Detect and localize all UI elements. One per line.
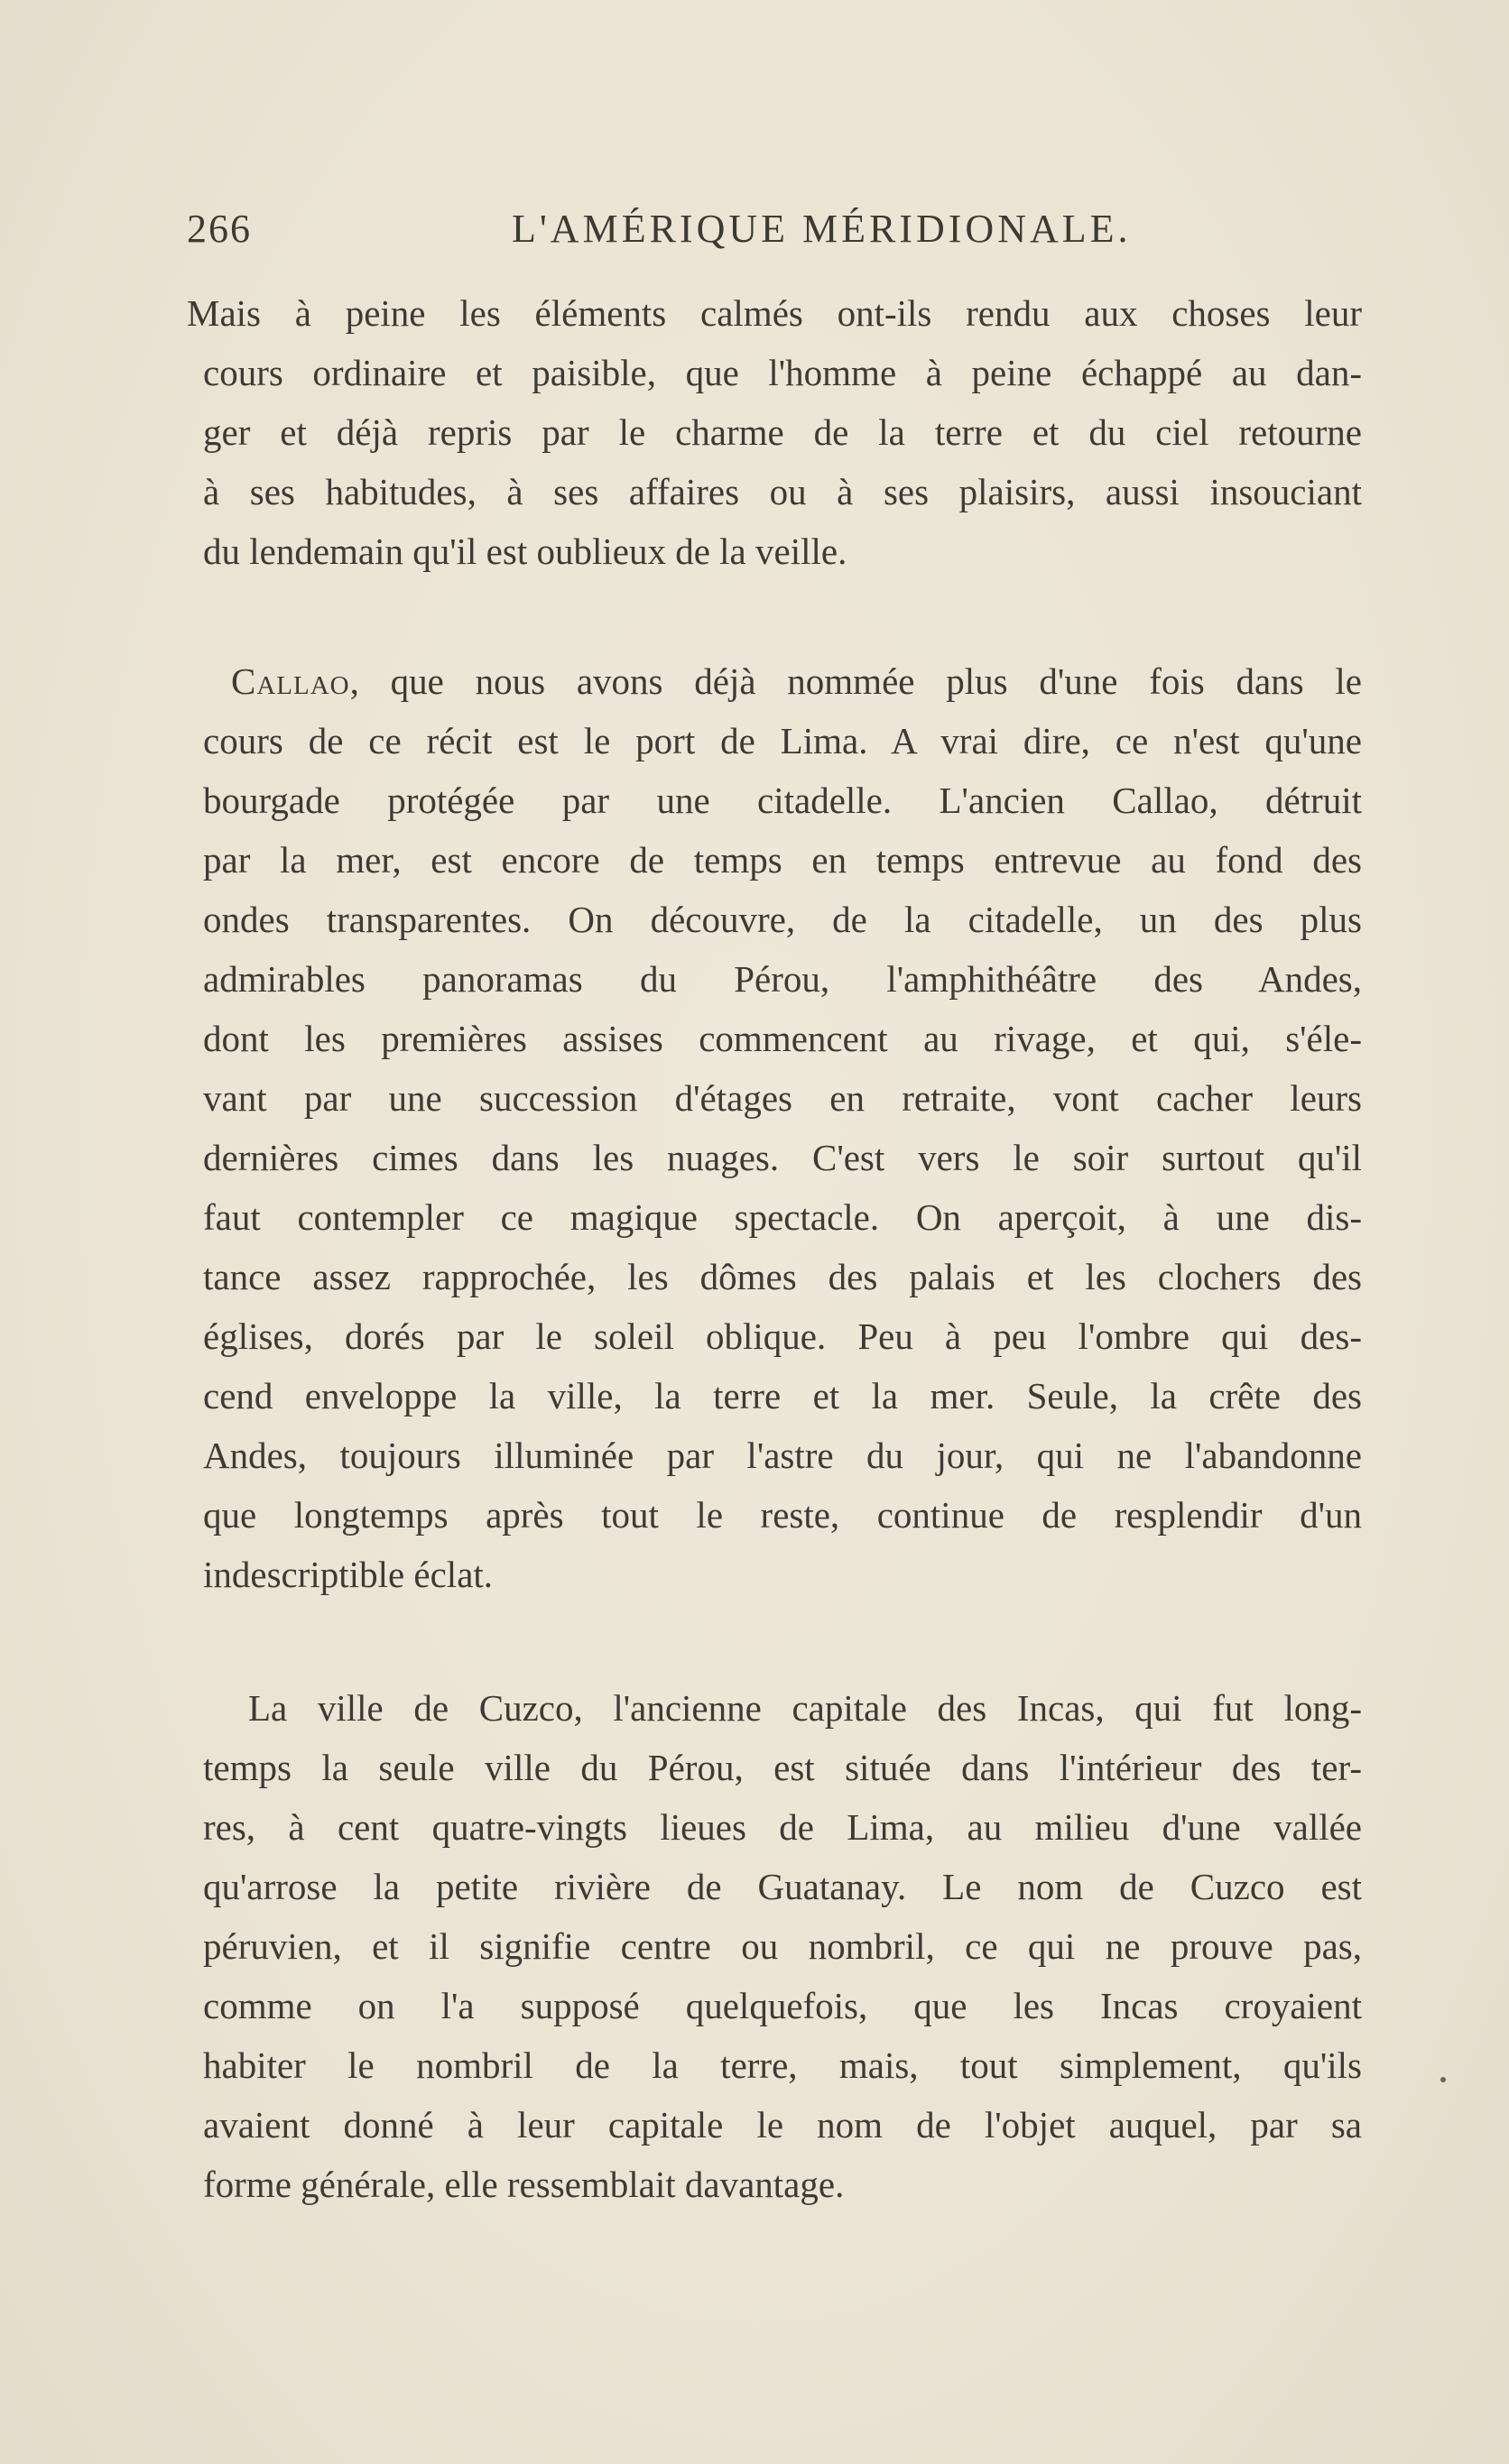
text-line: églises, dorés par le soleil oblique. Peu à peu l'ombre qui des- xyxy=(203,1315,1362,1357)
text-line: temps la seule ville du Pérou, est située dans l'intérieur des ter- xyxy=(203,1747,1362,1788)
text-line-rest: , que nous avons déjà nommée plus d'une fois dans le xyxy=(349,660,1362,702)
text-line: cours ordinaire et paisible, que l'homme à peine échappé au dan- xyxy=(203,352,1362,393)
margin-dot xyxy=(1440,2077,1446,2082)
text-line: que longtemps après tout le reste, continue de resplendir d'un xyxy=(203,1494,1362,1536)
text-line: qu'arrose la petite rivière de Guatanay. Le nom de Cuzco est xyxy=(203,1866,1362,1907)
text-line: La ville de Cuzco, l'ancienne capitale des Incas, qui fut long- xyxy=(248,1687,1362,1729)
text-line: ger et déjà repris par le charme de la terre et du ciel retourne xyxy=(203,411,1362,453)
text-line: comme on l'a supposé quelquefois, que les Incas croyaient xyxy=(203,1985,1362,2026)
text-line: cend enveloppe la ville, la terre et la mer. Seule, la crête des xyxy=(203,1375,1362,1417)
text-line: tance assez rapprochée, les dômes des palais et les clochers des xyxy=(203,1256,1362,1297)
text-line: avaient donné à leur capitale le nom de l'objet auquel, par sa xyxy=(203,2104,1362,2146)
text-line xyxy=(231,651,1362,711)
text-line: vant par une succession d'étages en retraite, vont cacher leurs xyxy=(203,1077,1362,1119)
text-line: faut contempler ce magique spectacle. On aperçoit, à une dis- xyxy=(203,1196,1362,1238)
running-title: L'AMÉRIQUE MÉRIDIONALE. xyxy=(512,207,1132,251)
text-line: res, à cent quatre-vingts lieues de Lima, au milieu d'une vallée xyxy=(203,1806,1362,1848)
text-line: bourgade protégée par une citadelle. L'ancien Callao, détruit xyxy=(203,780,1362,821)
page-number: 266 xyxy=(187,207,252,251)
text-line: dont les premières assises commencent au rivage, et qui, s'éle- xyxy=(203,1018,1362,1059)
page-header xyxy=(187,206,1360,260)
text-line: habiter le nombril de la terre, mais, tout simplement, qu'ils xyxy=(203,2044,1362,2086)
text-line: forme générale, elle ressemblait davantage. xyxy=(203,2164,845,2205)
text-line: à ses habitudes, à ses affaires ou à ses plaisirs, aussi insouciant xyxy=(203,471,1362,512)
text-line: ondes transparentes. On découvre, de la citadelle, un des plus xyxy=(203,899,1362,940)
text-line: Mais à peine les éléments calmés ont-ils rendu aux choses leur xyxy=(187,292,1362,334)
text-line: cours de ce récit est le port de Lima. A vrai dire, ce n'est qu'une xyxy=(203,720,1362,761)
text-line: péruvien, et il signifie centre ou nombril, ce qui ne prouve pas, xyxy=(203,1925,1362,1967)
text-line: dernières cimes dans les nuages. C'est vers le soir surtout qu'il xyxy=(203,1137,1362,1178)
text-line: du lendemain qu'il est oublieux de la veille. xyxy=(203,531,847,572)
callao-lead-word: Callao xyxy=(231,660,350,702)
text-line: par la mer, est encore de temps en temps entrevue au fond des xyxy=(203,839,1362,881)
text-line: Andes, toujours illuminée par l'astre du jour, qui ne l'abandonne xyxy=(203,1435,1362,1476)
text-line: admirables panoramas du Pérou, l'amphithéâtre des Andes, xyxy=(203,958,1362,1000)
text-line: indescriptible éclat. xyxy=(203,1554,494,1595)
